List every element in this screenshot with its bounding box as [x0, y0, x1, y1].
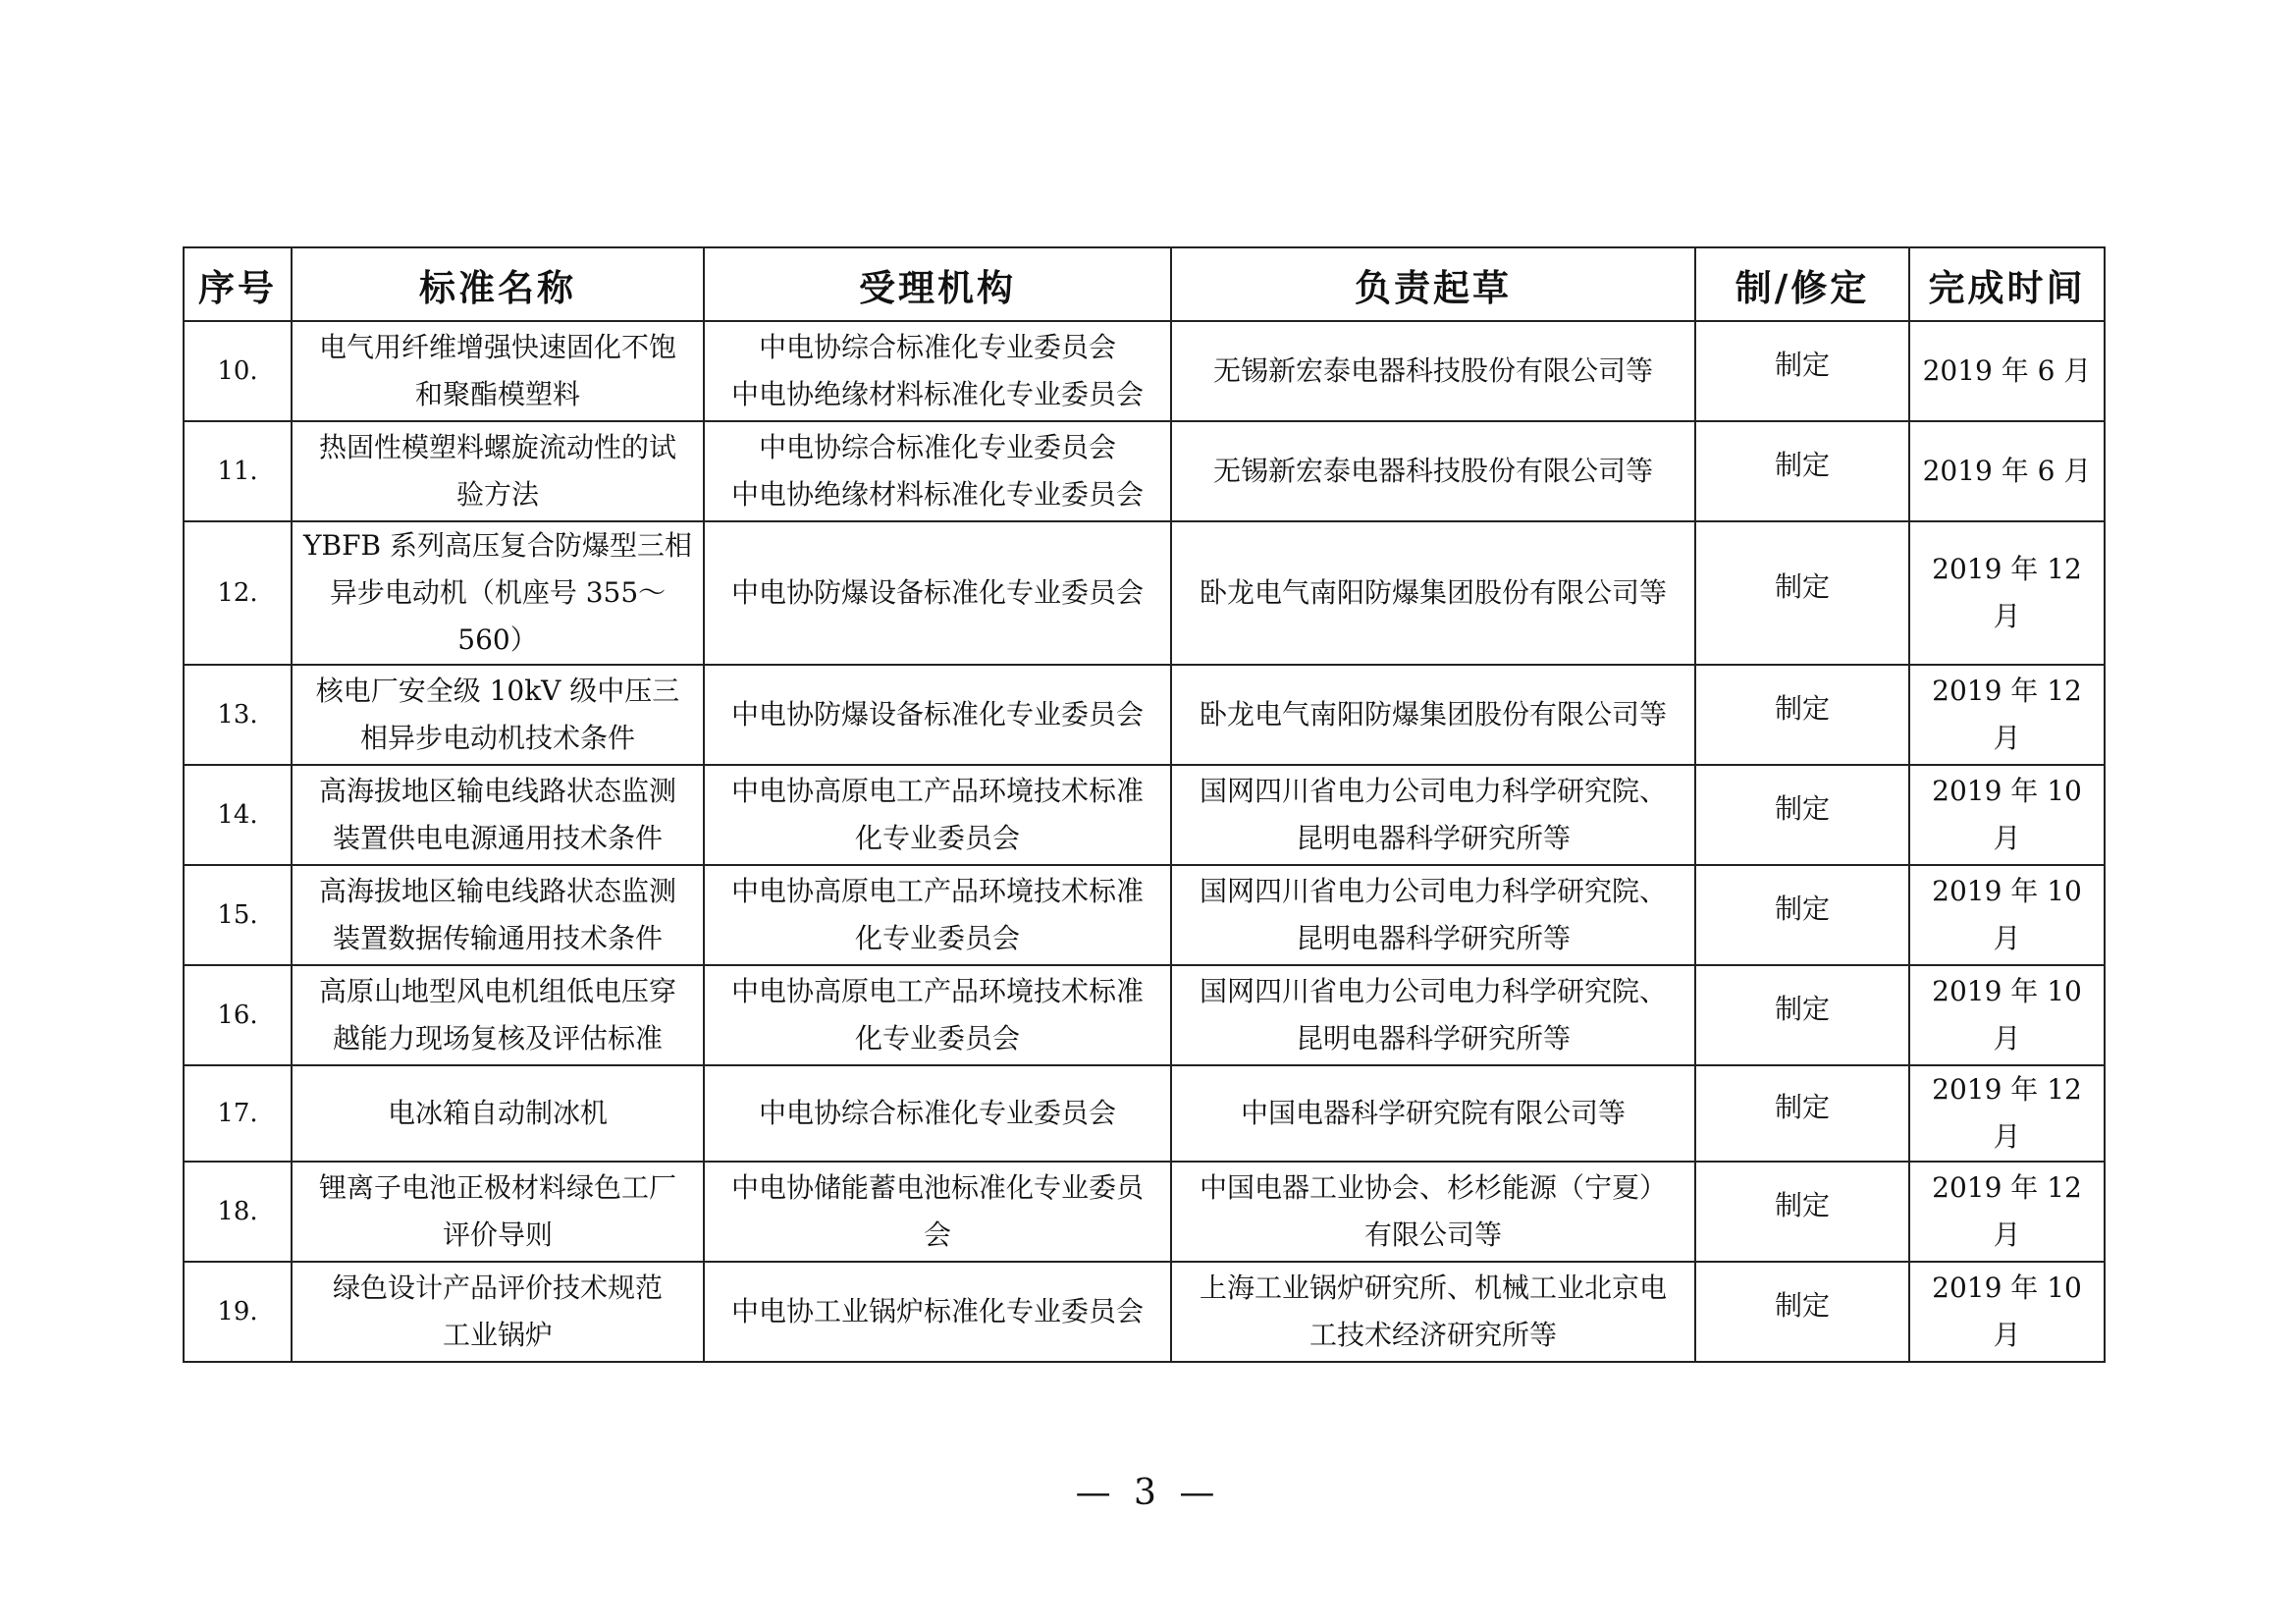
- row-agency: 中电协储能蓄电池标准化专业委员 会: [704, 1162, 1171, 1262]
- header-standard-name: 标准名称: [292, 247, 704, 321]
- header-seq: 序号: [184, 247, 292, 321]
- table-header: [184, 247, 2105, 321]
- row-completion: 2019 年 12 月: [1909, 1065, 2105, 1162]
- row-standard-name: 热固性模塑料螺旋流动性的试 验方法: [292, 421, 704, 521]
- row-seq: 19.: [184, 1262, 292, 1362]
- row-drafter: 中国电器科学研究院有限公司等: [1171, 1065, 1695, 1162]
- row-seq: 12.: [184, 521, 292, 665]
- row-agency: 中电协工业锅炉标准化专业委员会: [704, 1262, 1171, 1362]
- row-seq: 14.: [184, 765, 292, 865]
- row-standard-name: 高海拔地区输电线路状态监测 装置供电电源通用技术条件: [292, 765, 704, 865]
- row-completion: 2019 年 10 月: [1909, 765, 2105, 865]
- row-kind: 制定: [1695, 321, 1909, 421]
- row-completion: 2019 年 12 月: [1909, 1162, 2105, 1262]
- row-drafter: 国网四川省电力公司电力科学研究院、 昆明电器科学研究所等: [1171, 965, 1695, 1065]
- row-standard-name: 高原山地型风电机组低电压穿 越能力现场复核及评估标准: [292, 965, 704, 1065]
- row-kind: 制定: [1695, 665, 1909, 765]
- row-drafter: 卧龙电气南阳防爆集团股份有限公司等: [1171, 665, 1695, 765]
- row-drafter: 无锡新宏泰电器科技股份有限公司等: [1171, 421, 1695, 521]
- table-row: [184, 321, 2105, 421]
- row-drafter: 上海工业锅炉研究所、机械工业北京电 工技术经济研究所等: [1171, 1262, 1695, 1362]
- row-seq: 10.: [184, 321, 292, 421]
- row-standard-name: 锂离子电池正极材料绿色工厂 评价导则: [292, 1162, 704, 1262]
- row-kind: 制定: [1695, 521, 1909, 665]
- table-row: [184, 521, 2105, 665]
- header-formulate-revise: 制/修定: [1695, 247, 1909, 321]
- row-kind: 制定: [1695, 965, 1909, 1065]
- row-kind: 制定: [1695, 865, 1909, 965]
- row-seq: 16.: [184, 965, 292, 1065]
- row-standard-name: 绿色设计产品评价技术规范 工业锅炉: [292, 1262, 704, 1362]
- page-number: — 3 —: [1075, 1473, 1221, 1513]
- row-completion: 2019 年 10 月: [1909, 1262, 2105, 1362]
- row-kind: 制定: [1695, 1262, 1909, 1362]
- row-drafter: 国网四川省电力公司电力科学研究院、 昆明电器科学研究所等: [1171, 765, 1695, 865]
- table-row: [184, 1065, 2105, 1162]
- row-agency: 中电协综合标准化专业委员会: [704, 1065, 1171, 1162]
- table-row: [184, 865, 2105, 965]
- header-completion-time: 完成时间: [1909, 247, 2105, 321]
- table-row: [184, 1162, 2105, 1262]
- row-seq: 17.: [184, 1065, 292, 1162]
- row-kind: 制定: [1695, 1065, 1909, 1162]
- row-completion: 2019 年 12 月: [1909, 665, 2105, 765]
- row-completion: 2019 年 6 月: [1909, 421, 2105, 521]
- row-standard-name: YBFB 系列高压复合防爆型三相 异步电动机（机座号 355～560）: [292, 521, 704, 665]
- table-row: [184, 765, 2105, 865]
- row-standard-name: 电冰箱自动制冰机: [292, 1065, 704, 1162]
- row-agency: 中电协综合标准化专业委员会 中电协绝缘材料标准化专业委员会: [704, 321, 1171, 421]
- row-agency: 中电协高原电工产品环境技术标准 化专业委员会: [704, 765, 1171, 865]
- row-standard-name: 高海拔地区输电线路状态监测 装置数据传输通用技术条件: [292, 865, 704, 965]
- row-agency: 中电协综合标准化专业委员会 中电协绝缘材料标准化专业委员会: [704, 421, 1171, 521]
- row-kind: 制定: [1695, 421, 1909, 521]
- table-row: [184, 1262, 2105, 1362]
- row-drafter: 中国电器工业协会、杉杉能源（宁夏） 有限公司等: [1171, 1162, 1695, 1262]
- row-completion: 2019 年 10 月: [1909, 965, 2105, 1065]
- standards-table: [183, 246, 2106, 1363]
- row-agency: 中电协防爆设备标准化专业委员会: [704, 665, 1171, 765]
- row-kind: 制定: [1695, 1162, 1909, 1262]
- table-row: [184, 421, 2105, 521]
- row-agency: 中电协防爆设备标准化专业委员会: [704, 521, 1171, 665]
- table-row: [184, 665, 2105, 765]
- row-standard-name: 电气用纤维增强快速固化不饱 和聚酯模塑料: [292, 321, 704, 421]
- header-drafter: 负责起草: [1171, 247, 1695, 321]
- row-drafter: 无锡新宏泰电器科技股份有限公司等: [1171, 321, 1695, 421]
- table-row: [184, 965, 2105, 1065]
- row-completion: 2019 年 6 月: [1909, 321, 2105, 421]
- row-drafter: 卧龙电气南阳防爆集团股份有限公司等: [1171, 521, 1695, 665]
- row-seq: 18.: [184, 1162, 292, 1262]
- row-completion: 2019 年 10 月: [1909, 865, 2105, 965]
- table-body: [184, 321, 2105, 1362]
- header-row: [184, 247, 2105, 321]
- row-seq: 15.: [184, 865, 292, 965]
- row-agency: 中电协高原电工产品环境技术标准 化专业委员会: [704, 865, 1171, 965]
- row-standard-name: 核电厂安全级 10kV 级中压三 相异步电动机技术条件: [292, 665, 704, 765]
- row-seq: 13.: [184, 665, 292, 765]
- row-drafter: 国网四川省电力公司电力科学研究院、 昆明电器科学研究所等: [1171, 865, 1695, 965]
- row-kind: 制定: [1695, 765, 1909, 865]
- row-seq: 11.: [184, 421, 292, 521]
- row-agency: 中电协高原电工产品环境技术标准 化专业委员会: [704, 965, 1171, 1065]
- header-accepting-agency: 受理机构: [704, 247, 1171, 321]
- row-completion: 2019 年 12 月: [1909, 521, 2105, 665]
